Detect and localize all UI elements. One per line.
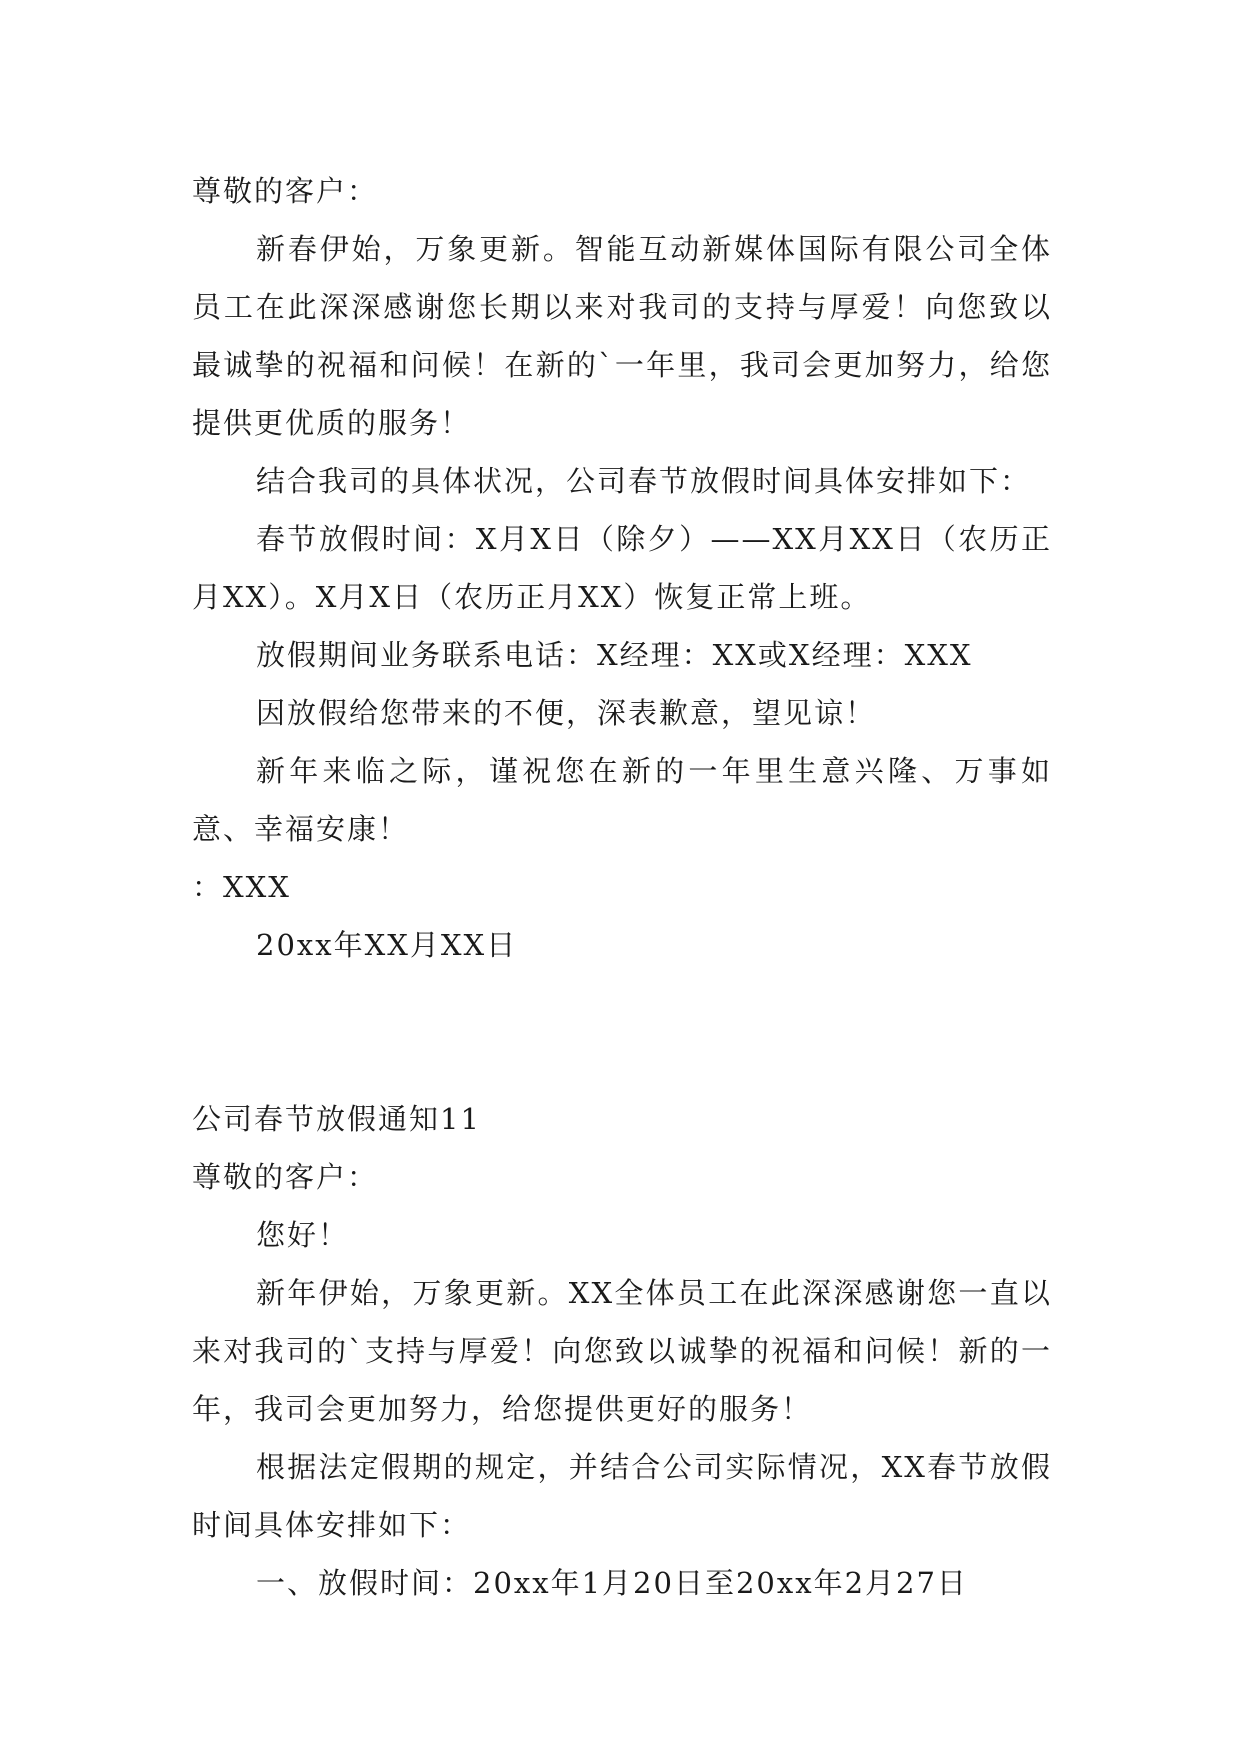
section-gap — [192, 974, 1052, 1090]
salutation: 尊敬的客户： — [192, 174, 379, 208]
letter-date: 20xx年XX月XX日 — [256, 928, 518, 962]
body-paragraph: 新春伊始，万象更新。智能互动新媒体国际有限公司全体员工在此深深感谢您长期以来对我司的支持与厚爱！向您致以最诚挚的祝福和问候！在新的`一年里，我司会更加努力，给您提供更优质的服务！ — [192, 232, 1052, 440]
body-paragraph: 因放假给您带来的不便，深表歉意，望见谅！ — [256, 696, 877, 730]
salutation: 尊敬的客户： — [192, 1160, 379, 1194]
signature: ：XXX — [192, 870, 291, 904]
section-title: 公司春节放假通知11 — [192, 1102, 481, 1136]
greeting: 您好！ — [256, 1218, 350, 1252]
body-paragraph: 新年伊始，万象更新。XX全体员工在此深深感谢您一直以来对我司的`支持与厚爱！向您致以诚挚的祝福和问候！新的一年，我司会更加努力，给您提供更好的服务！ — [192, 1276, 1052, 1426]
document-body — [192, 162, 1052, 1612]
body-paragraph: 根据法定假期的规定，并结合公司实际情况，XX春节放假时间具体安排如下： — [192, 1450, 1052, 1542]
body-paragraph: 结合我司的具体状况，公司春节放假时间具体安排如下： — [256, 464, 1032, 498]
body-paragraph: 新年来临之际，谨祝您在新的一年里生意兴隆、万事如意、幸福安康！ — [192, 754, 1052, 846]
body-paragraph: 春节放假时间：X月X日（除夕）——XX月XX日（农历正月XX）。X月X日（农历正月XX）恢复正常上班。 — [192, 522, 1052, 614]
body-paragraph: 一、放假时间：20xx年1月20日至20xx年2月27日 — [256, 1566, 968, 1600]
body-paragraph: 放假期间业务联系电话：X经理：XX或X经理：XXX — [256, 638, 973, 672]
